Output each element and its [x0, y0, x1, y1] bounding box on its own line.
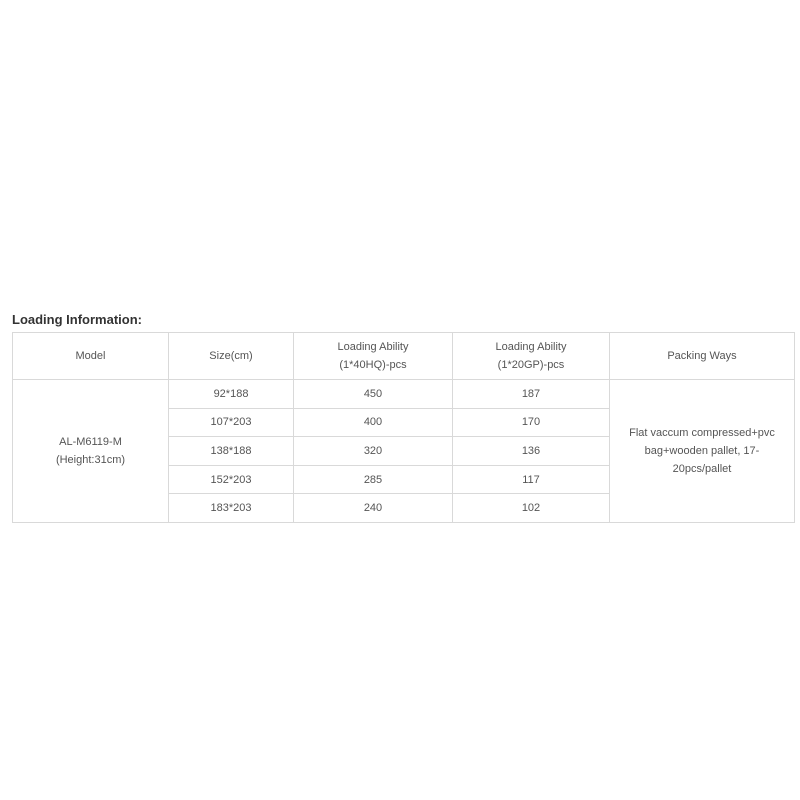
- loading-information-table: [12, 332, 795, 523]
- loading-20gp-cell: 187: [453, 380, 610, 409]
- packing-line-2: bag+wooden pallet, 17-: [644, 444, 760, 457]
- packing-line-1: Flat vaccum compressed+pvc: [629, 426, 775, 439]
- header-loading-20gp: [453, 333, 610, 380]
- size-cell: 183*203: [169, 494, 294, 523]
- header-packing-ways: Packing Ways: [610, 333, 795, 380]
- loading-40hq-cell: 320: [294, 437, 453, 466]
- packing-ways-cell: [610, 380, 795, 523]
- section-title: Loading Information:: [12, 312, 142, 327]
- packing-line-3: 20pcs/pallet: [672, 462, 732, 475]
- loading-40hq-cell: 285: [294, 465, 453, 494]
- model-name: AL-M6119-M: [59, 435, 122, 448]
- model-cell: [13, 380, 169, 523]
- loading-20gp-cell: 136: [453, 437, 610, 466]
- model-height: (Height:31cm): [55, 453, 126, 466]
- loading-20gp-cell: 117: [453, 465, 610, 494]
- header-loading-40hq-line1: Loading Ability: [337, 341, 409, 353]
- loading-40hq-cell: 450: [294, 380, 453, 409]
- header-loading-20gp-line1: Loading Ability: [495, 341, 567, 353]
- loading-40hq-cell: 400: [294, 408, 453, 437]
- size-cell: 138*188: [169, 437, 294, 466]
- table-row: [13, 380, 795, 409]
- size-cell: 107*203: [169, 408, 294, 437]
- header-model: Model: [13, 333, 169, 380]
- loading-20gp-cell: 170: [453, 408, 610, 437]
- header-loading-40hq-line2: (1*40HQ)-pcs: [339, 359, 407, 371]
- header-loading-40hq: [294, 333, 453, 380]
- loading-20gp-cell: 102: [453, 494, 610, 523]
- header-loading-20gp-line2: (1*20GP)-pcs: [497, 359, 565, 371]
- header-size: Size(cm): [169, 333, 294, 380]
- table-header-row: [13, 333, 795, 380]
- size-cell: 92*188: [169, 380, 294, 409]
- loading-40hq-cell: 240: [294, 494, 453, 523]
- size-cell: 152*203: [169, 465, 294, 494]
